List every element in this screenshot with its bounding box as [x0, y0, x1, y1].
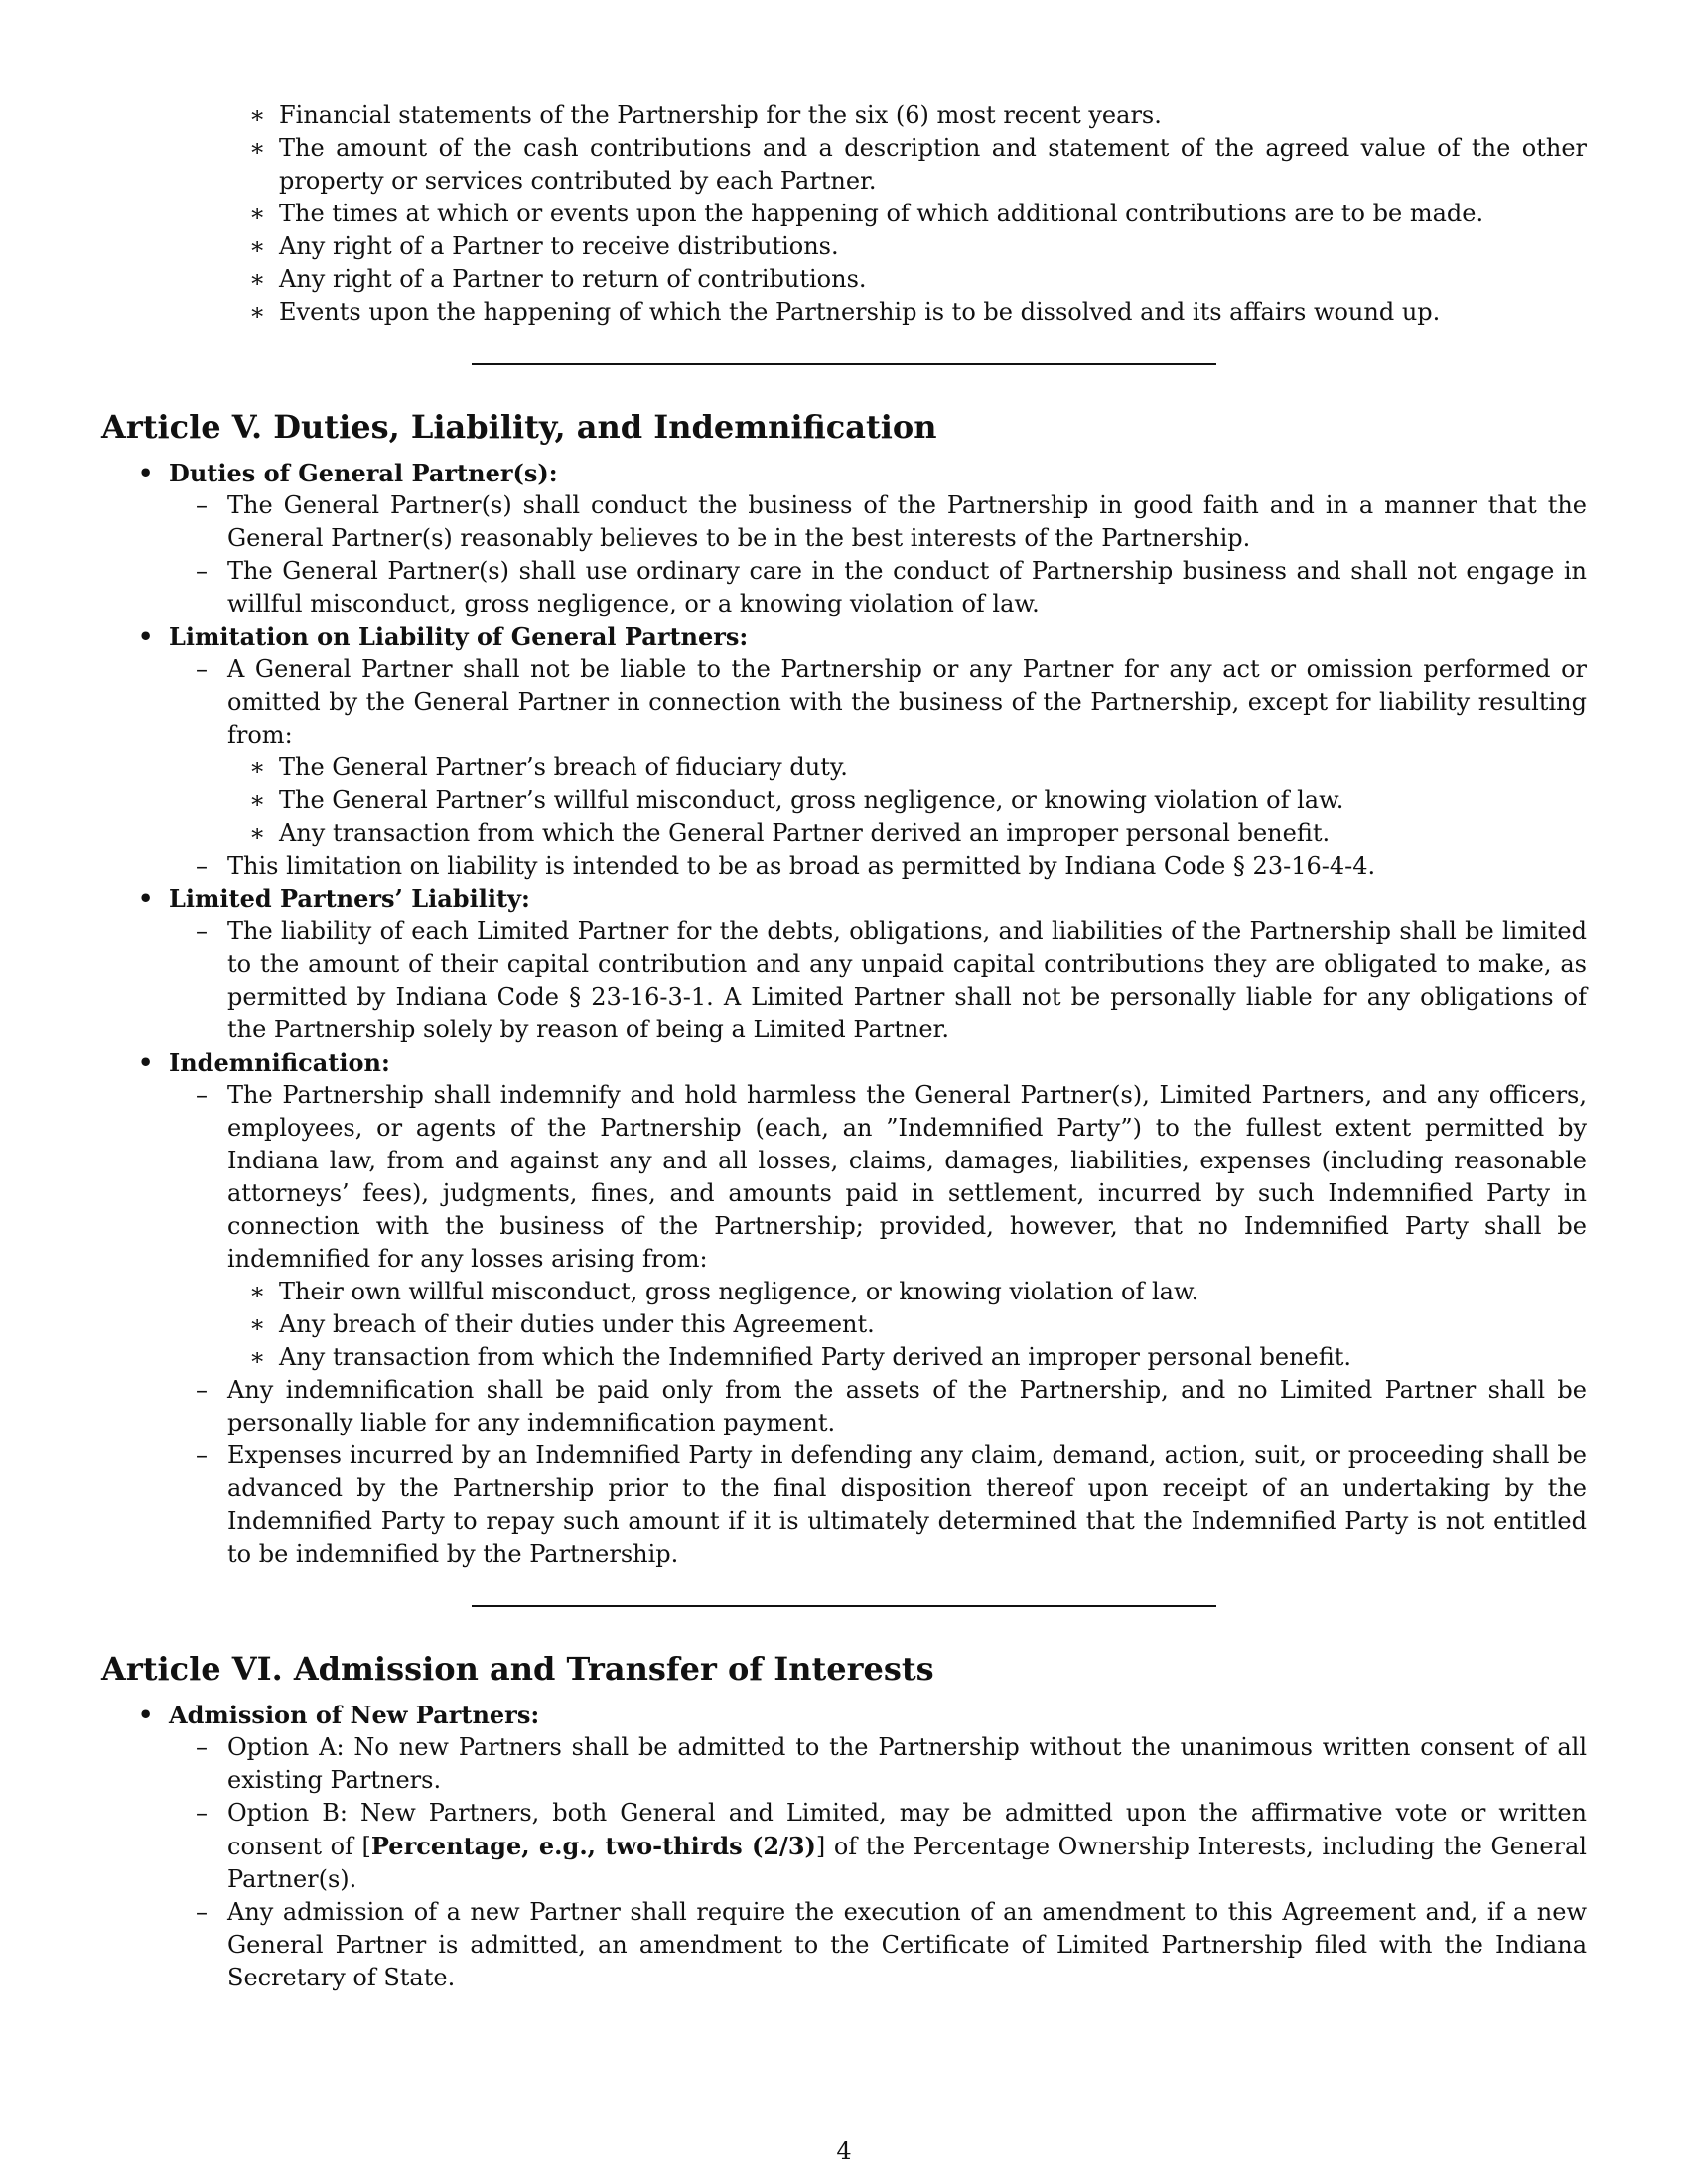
placeholder-percentage: Percentage, e.g., two-thirds (2/3)	[370, 1832, 816, 1860]
bullet-marker: •	[138, 885, 154, 913]
indemnification-heading: • Indemnification:	[138, 1048, 390, 1077]
list-item: – Expenses incurred by an Indemnified Party in defending any claim, demand, action, suit, or proceeding shall be advanced by the Partnership prior to the final disposition thereof upon receipt of an undertaking by the Indemnified Party to repay such amount if it is ultimately determined that the Indemnified Party is not entitled to be indemnified by the Partnership.	[196, 1441, 1587, 1568]
list-item: – The Partnership shall indemnify and hold harmless the General Partner(s), Limited Partners, and any officers, employees, or agents of the Partnership (each, an ”Indemnified Party”) to the fullest extent permitted by Indiana law, from and against any and all losses, claims, damages, liabilities, expenses (including reasonable attorneys’ fees), judgments, fines, and amounts paid in settlement, incurred by such Indemnified Party in connection with the business of the Partnership; provided, however, that no Indemnified Party shall be indemnified for any losses arising from:	[196, 1081, 1587, 1273]
dash-marker: –	[196, 917, 208, 945]
list-item: ∗ The General Partner’s willful misconduct, gross negligence, or knowing violation of law.	[101, 784, 1587, 817]
list-item: – The General Partner(s) shall conduct the business of the Partnership in good faith and in a manner that the General Partner(s) reasonably believes to be in the best interests of the Partnership.	[196, 491, 1587, 552]
admission-heading: • Admission of New Partners:	[138, 1701, 540, 1729]
dash-marker: –	[196, 852, 208, 880]
list-item: ∗ The amount of the cash contributions and a description and statement of the agreed value of the other property or services contributed by each Partner.	[249, 134, 1587, 195]
star-marker: ∗	[249, 786, 266, 814]
article-v-list	[101, 457, 1587, 1570]
list-item: – This limitation on liability is intended to be as broad as permitted by Indiana Code § 23-16-4-4.	[101, 850, 1587, 883]
dash-marker: –	[196, 1799, 208, 1827]
page-content	[101, 99, 1587, 1994]
dash-marker: –	[196, 1376, 208, 1404]
list-item: ∗ Any right of a Partner to return of contributions.	[101, 263, 1587, 296]
dash-marker: –	[196, 491, 208, 519]
star-marker: ∗	[249, 101, 266, 129]
star-marker: ∗	[249, 1310, 266, 1338]
star-marker: ∗	[249, 1278, 266, 1305]
list-item: – Option A: No new Partners shall be admitted to the Partnership without the unanimous written consent of all existing Partners.	[196, 1733, 1587, 1794]
dash-marker: –	[196, 1733, 208, 1761]
star-marker: ∗	[249, 232, 266, 260]
article-vi-title: Article VI. Admission and Transfer of Interests	[101, 1650, 934, 1688]
list-item: ∗ Any right of a Partner to receive distributions.	[101, 230, 1587, 263]
list-item: ∗ The General Partner’s breach of fiduciary duty.	[101, 751, 1587, 784]
dash-marker: –	[196, 1441, 208, 1469]
dash-marker: –	[196, 1898, 208, 1926]
list-item: – The General Partner(s) shall use ordinary care in the conduct of Partnership business and shall not engage in willful misconduct, gross negligence, or a knowing violation of law.	[196, 557, 1587, 617]
list-item: – Option B: New Partners, both General and Limited, may be admitted upon the affirmative vote or written consent of [Percentage, e.g., two-thirds (2/3)] of the Percentage Ownership Interests, including the General Partner(s).	[196, 1799, 1587, 1893]
limited-liability-heading: • Limited Partners’ Liability:	[138, 885, 530, 913]
list-item: – A General Partner shall not be liable to the Partnership or any Partner for any act or omission performed or omitted by the General Partner in connection with the business of the Partnership, except for liability resulting from:	[196, 655, 1587, 749]
dash-marker: –	[196, 1081, 208, 1109]
list-item: – Any indemnification shall be paid only from the assets of the Partnership, and no Limited Partner shall be personally liable for any indemnification payment.	[196, 1376, 1587, 1436]
dash-marker: –	[196, 655, 208, 683]
star-marker: ∗	[249, 298, 266, 326]
article-vi-list	[101, 1699, 1587, 1994]
bullet-marker: •	[138, 459, 154, 487]
star-marker: ∗	[249, 265, 266, 293]
list-item: ∗ Events upon the happening of which the Partnership is to be dissolved and its affairs wound up.	[101, 296, 1587, 329]
bullet-marker: •	[138, 622, 154, 651]
list-item: – The liability of each Limited Partner for the debts, obligations, and liabilities of the Partnership shall be limited to the amount of their capital contribution and any unpaid capital contributions they are obligated to make, as permitted by Indiana Code § 23-16-3-1. A Limited Partner shall not be personally liable for any obligations of the Partnership solely by reason of being a Limited Partner.	[196, 917, 1587, 1043]
star-marker: ∗	[249, 753, 266, 781]
list-item: ∗ Financial statements of the Partnership for the six (6) most recent years.	[101, 99, 1587, 132]
dash-marker: –	[196, 557, 208, 585]
bullet-marker: •	[138, 1701, 154, 1729]
star-marker: ∗	[249, 200, 266, 227]
article-v-title: Article V. Duties, Liability, and Indemnification	[101, 408, 937, 446]
list-item: ∗ Any transaction from which the General Partner derived an improper personal benefit.	[101, 817, 1587, 850]
list-item: – Any admission of a new Partner shall require the execution of an amendment to this Agreement and, if a new General Partner is admitted, an amendment to the Certificate of Limited Partnership filed with the Indiana Secretary of State.	[196, 1898, 1587, 1991]
star-marker: ∗	[249, 134, 266, 162]
star-marker: ∗	[249, 819, 266, 847]
page-number: 4	[836, 2137, 852, 2165]
list-item: ∗ The times at which or events upon the happening of which additional contributions are to be made.	[101, 198, 1587, 230]
star-marker: ∗	[249, 1343, 266, 1371]
duties-heading: • Duties of General Partner(s):	[138, 459, 558, 487]
records-list	[101, 99, 1587, 329]
bullet-marker: •	[138, 1048, 154, 1077]
limitation-heading: • Limitation on Liability of General Partners:	[138, 622, 749, 651]
list-item: ∗ Their own willful misconduct, gross negligence, or knowing violation of law.	[101, 1276, 1587, 1308]
list-item: ∗ Any transaction from which the Indemnified Party derived an improper personal benefit.	[101, 1341, 1587, 1374]
list-item: ∗ Any breach of their duties under this Agreement.	[101, 1308, 1587, 1341]
